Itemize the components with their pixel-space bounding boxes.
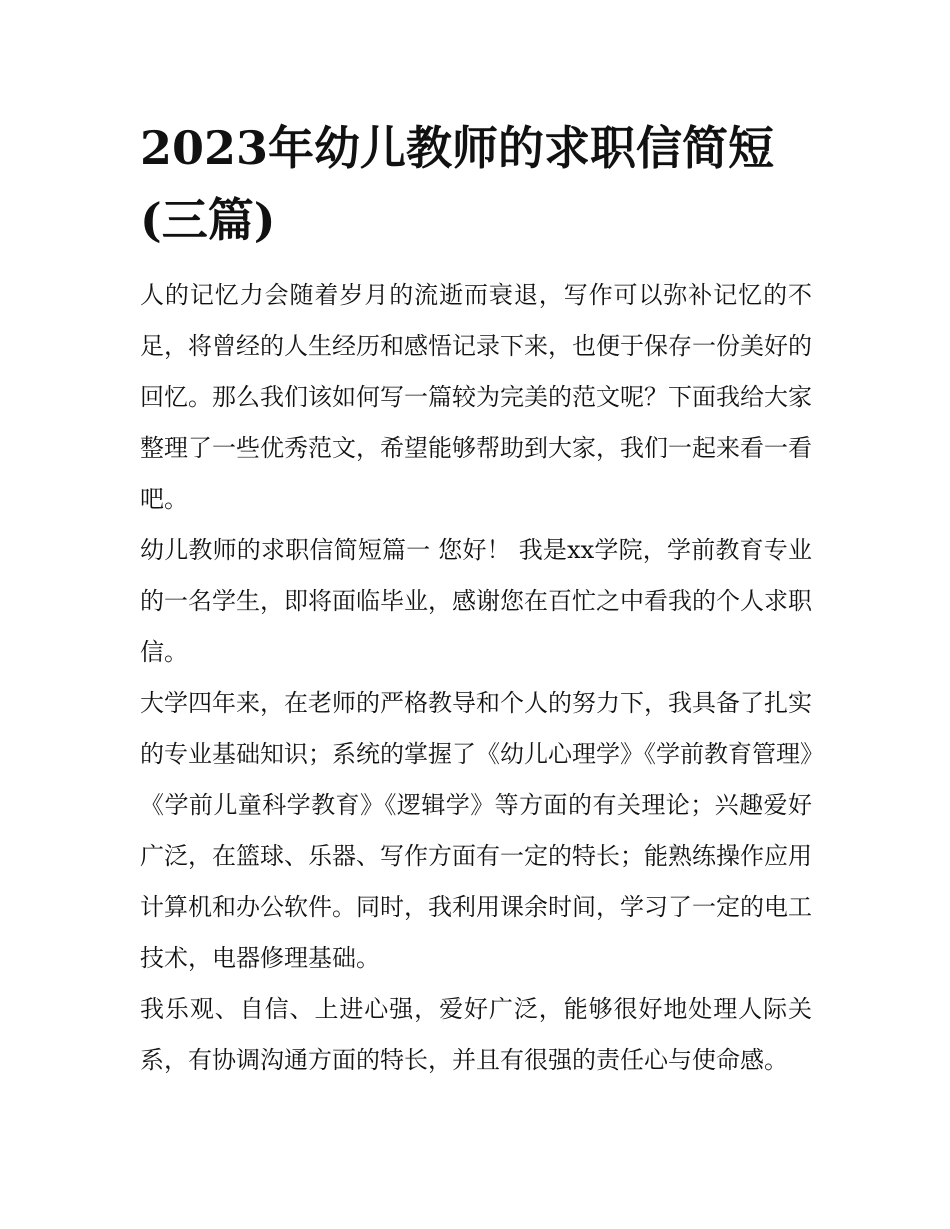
body-paragraph-greeting: 幼儿教师的求职信简短篇一 您好！ 我是xx学院，学前教育专业的一名学生，即将面临毕业，感谢您在百忙之中看我的个人求职信。 [140,536,812,666]
body-paragraph-intro: 人的记忆力会随着岁月的流逝而衰退，写作可以弥补记忆的不足，将曾经的人生经历和感悟记录下来，也便于保存一份美好的回忆。那么我们该如何写一篇较为完美的范文呢？下面我给大家整理了一些优秀范文，希望能够帮助到大家，我们一起来看一看吧。 [140,281,812,513]
body-paragraph-personality: 我乐观、自信、上进心强，爱好广泛，能够很好地处理人际关系，有协调沟通方面的特长，并且有很强的责任心与使命感。 [140,995,812,1074]
document-title: 2023年幼儿教师的求职信简短(三篇) [140,121,775,247]
document-body [140,270,812,1086]
body-paragraph-education: 大学四年来，在老师的严格教导和个人的努力下，我具备了扎实的专业基础知识；系统的掌握了《幼儿心理学》《学前教育管理》《学前儿童科学教育》《逻辑学》等方面的有关理论；兴趣爱好广泛，在篮球、乐器、写作方面有一定的特长；能熟练操作应用计算机和办公软件。同时，我利用课余时间，学习了一定的电工技术，电器修理基础。 [140,689,812,972]
document-page [140,112,812,1086]
